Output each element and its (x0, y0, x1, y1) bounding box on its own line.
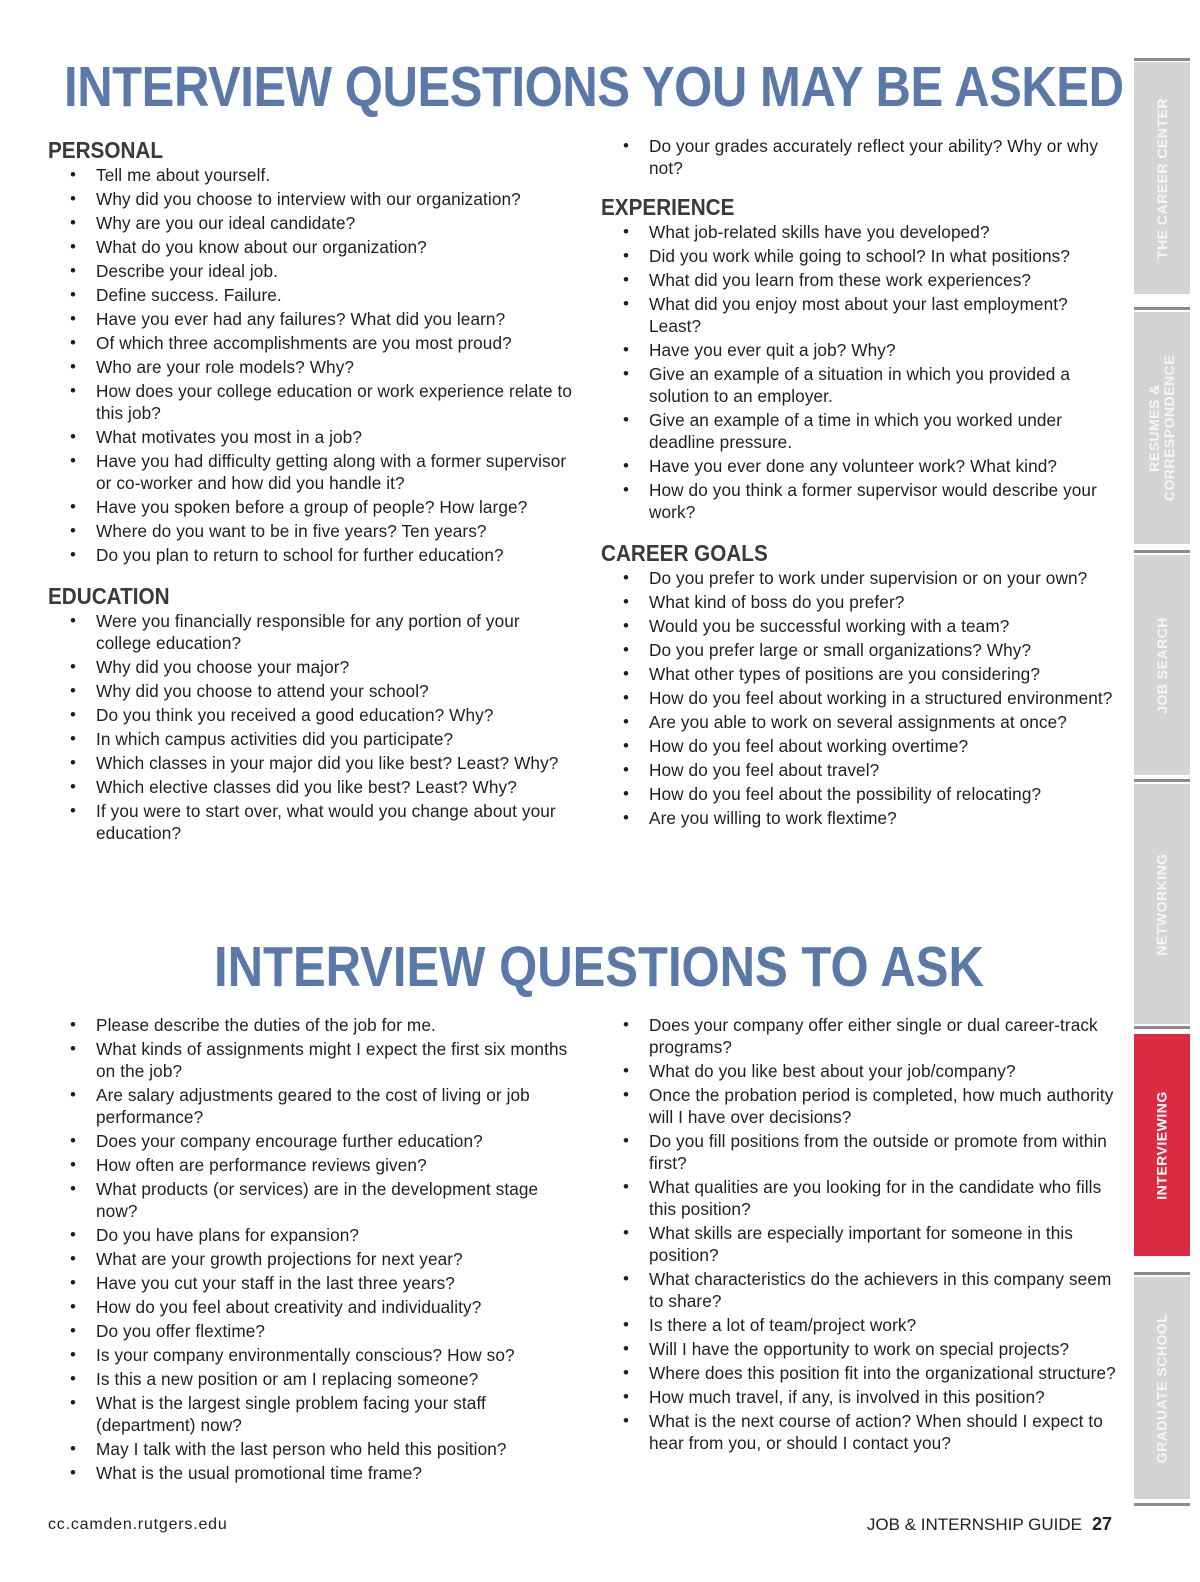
question-item: • What job-related skills have you developed? (601, 221, 1121, 243)
tab-separator (1134, 307, 1190, 310)
side-tab-label: INTERVIEWING (1153, 1090, 1170, 1200)
question-item: • How much travel, if any, is involved in this position? (601, 1386, 1121, 1408)
question-item: • How do you feel about the possibility of relocating? (601, 783, 1121, 805)
side-tab-interviewing[interactable] (1134, 1034, 1190, 1256)
question-item: • Were you financially responsible for any portion of your college education? (48, 610, 578, 654)
question-item: • Why are you our ideal candidate? (48, 212, 578, 234)
question-item: • Do you prefer to work under supervision or on your own? (601, 567, 1121, 589)
question-item: • Which elective classes did you like best? Least? Why? (48, 776, 578, 798)
section-heading-education: EDUCATION (48, 583, 170, 609)
question-item: • Please describe the duties of the job for me. (48, 1014, 578, 1036)
education-continued-list (601, 135, 1121, 179)
side-tab-graduate-school[interactable] (1134, 1277, 1190, 1499)
question-item: • In which campus activities did you participate? (48, 728, 578, 750)
question-item: • Did you work while going to school? In what positions? (601, 245, 1121, 267)
question-item: • If you were to start over, what would you change about your education? (48, 800, 578, 844)
question-item: • Tell me about yourself. (48, 164, 578, 186)
side-tab-job-search[interactable] (1134, 555, 1190, 775)
question-item: • Have you ever done any volunteer work? What kind? (601, 455, 1121, 477)
question-item: • What characteristics do the achievers in this company seem to share? (601, 1268, 1121, 1312)
question-item: • How do you feel about working in a structured environment? (601, 687, 1121, 709)
question-item: • Have you cut your staff in the last three years? (48, 1272, 578, 1294)
question-item: • Why did you choose to attend your school? (48, 680, 578, 702)
question-item: • How does your college education or work experience relate to this job? (48, 380, 578, 424)
question-item: • Is there a lot of team/project work? (601, 1314, 1121, 1336)
question-item: • What did you enjoy most about your last employment? Least? (601, 293, 1121, 337)
question-item: • Are salary adjustments geared to the cost of living or job performance? (48, 1084, 578, 1128)
question-item: • How do you feel about working overtime? (601, 735, 1121, 757)
question-item: • Once the probation period is completed, how much authority will I have over decisions? (601, 1084, 1121, 1128)
question-item: • Does your company encourage further education? (48, 1130, 578, 1152)
question-item: • Would you be successful working with a team? (601, 615, 1121, 637)
tab-separator (1134, 1272, 1190, 1275)
question-item: • What did you learn from these work experiences? (601, 269, 1121, 291)
career-goals-list (601, 567, 1121, 829)
question-item: • How often are performance reviews given? (48, 1154, 578, 1176)
question-item: • What products (or services) are in the development stage now? (48, 1178, 578, 1222)
question-item: • Do you plan to return to school for further education? (48, 544, 578, 566)
question-item: • How do you feel about travel? (601, 759, 1121, 781)
side-tab-label: RESUMES & CORRESPONDENCE (1146, 354, 1177, 502)
question-item: • What qualities are you looking for in the candidate who fills this position? (601, 1176, 1121, 1220)
question-item: • Do you fill positions from the outside or promote from within first? (601, 1130, 1121, 1174)
question-item: • Where does this position fit into the organizational structure? (601, 1362, 1121, 1384)
question-item: • Have you ever quit a job? Why? (601, 339, 1121, 361)
tab-separator (1134, 779, 1190, 782)
question-item: • Define success. Failure. (48, 284, 578, 306)
question-item: • Do you offer flextime? (48, 1320, 578, 1342)
side-tab-resumes[interactable] (1134, 312, 1190, 544)
ask-right-column (601, 1014, 1121, 1456)
question-item: • How do you think a former supervisor would describe your work? (601, 479, 1121, 523)
footer-guide (867, 1514, 1112, 1535)
question-item: • What do you like best about your job/company? (601, 1060, 1121, 1082)
question-item: • Is this a new position or am I replacing someone? (48, 1368, 578, 1390)
question-item: • Do you have plans for expansion? (48, 1224, 578, 1246)
question-item: • Why did you choose your major? (48, 656, 578, 678)
tab-separator (1134, 58, 1190, 61)
question-item: • How do you feel about creativity and individuality? (48, 1296, 578, 1318)
section-heading-career-goals: CAREER GOALS (601, 540, 768, 566)
question-item: • Give an example of a time in which you worked under deadline pressure. (601, 409, 1121, 453)
question-item: • Of which three accomplishments are you most proud? (48, 332, 578, 354)
ask-left-column (48, 1014, 578, 1486)
section-heading-personal: PERSONAL (48, 137, 164, 163)
question-item: • Have you spoken before a group of people? How large? (48, 496, 578, 518)
question-item: • Give an example of a situation in which you provided a solution to an employer. (601, 363, 1121, 407)
side-tab-label: GRADUATE SCHOOL (1153, 1313, 1170, 1463)
question-item: • May I talk with the last person who held this position? (48, 1438, 578, 1460)
tab-separator (1134, 550, 1190, 553)
question-item: • What is the next course of action? When should I expect to hear from you, or should I contact you? (601, 1410, 1121, 1454)
question-item: • What kind of boss do you prefer? (601, 591, 1121, 613)
tab-separator (1134, 1026, 1190, 1029)
question-item: • What kinds of assignments might I expect the first six months on the job? (48, 1038, 578, 1082)
question-item: • Does your company offer either single or dual career-track programs? (601, 1014, 1121, 1058)
question-item: • Are you willing to work flextime? (601, 807, 1121, 829)
footer-url[interactable]: cc.camden.rutgers.edu (48, 1516, 228, 1533)
question-item: • Have you had difficulty getting along with a former supervisor or co-worker and how did you handle it? (48, 450, 578, 494)
right-column (601, 135, 1121, 831)
question-item: • Is your company environmentally conscious? How so? (48, 1344, 578, 1366)
question-item: • What are your growth projections for next year? (48, 1248, 578, 1270)
side-tab-networking[interactable] (1134, 784, 1190, 1024)
side-tab-label: THE CAREER CENTER (1153, 97, 1170, 259)
question-item: • Do your grades accurately reflect your ability? Why or why not? (601, 135, 1121, 179)
question-item: • Describe your ideal job. (48, 260, 578, 282)
page-number: 27 (1091, 1514, 1112, 1534)
question-item: • What is the largest single problem facing your staff (department) now? (48, 1392, 578, 1436)
education-list (48, 610, 578, 844)
question-item: • Do you think you received a good education? Why? (48, 704, 578, 726)
side-tab-label: NETWORKING (1153, 852, 1170, 956)
question-item: • Where do you want to be in five years? Ten years? (48, 520, 578, 542)
question-item: • Which classes in your major did you like best? Least? Why? (48, 752, 578, 774)
question-item: • What is the usual promotional time frame? (48, 1462, 578, 1484)
personal-list (48, 164, 578, 566)
question-item: • What do you know about our organization? (48, 236, 578, 258)
ask-left-list (48, 1014, 578, 1484)
question-item: • Are you able to work on several assignments at once? (601, 711, 1121, 733)
left-column (48, 136, 578, 846)
experience-list (601, 221, 1121, 523)
side-tab-career-center[interactable] (1134, 62, 1190, 294)
question-item: • What other types of positions are you considering? (601, 663, 1121, 685)
tab-separator (1134, 1503, 1190, 1506)
page-title: INTERVIEW QUESTIONS YOU MAY BE ASKED (64, 55, 1124, 119)
questions-to-ask-title: INTERVIEW QUESTIONS TO ASK (214, 935, 984, 999)
footer-guide-title: JOB & INTERNSHIP GUIDE (866, 1515, 1082, 1534)
question-item: • What skills are especially important for someone in this position? (601, 1222, 1121, 1266)
question-item: • Why did you choose to interview with our organization? (48, 188, 578, 210)
question-item: • Will I have the opportunity to work on special projects? (601, 1338, 1121, 1360)
section-heading-experience: EXPERIENCE (601, 194, 735, 220)
ask-right-list (601, 1014, 1121, 1454)
question-item: • Have you ever had any failures? What did you learn? (48, 308, 578, 330)
question-item: • Do you prefer large or small organizations? Why? (601, 639, 1121, 661)
question-item: • What motivates you most in a job? (48, 426, 578, 448)
question-item: • Who are your role models? Why? (48, 356, 578, 378)
side-tab-label: JOB SEARCH (1153, 616, 1170, 714)
